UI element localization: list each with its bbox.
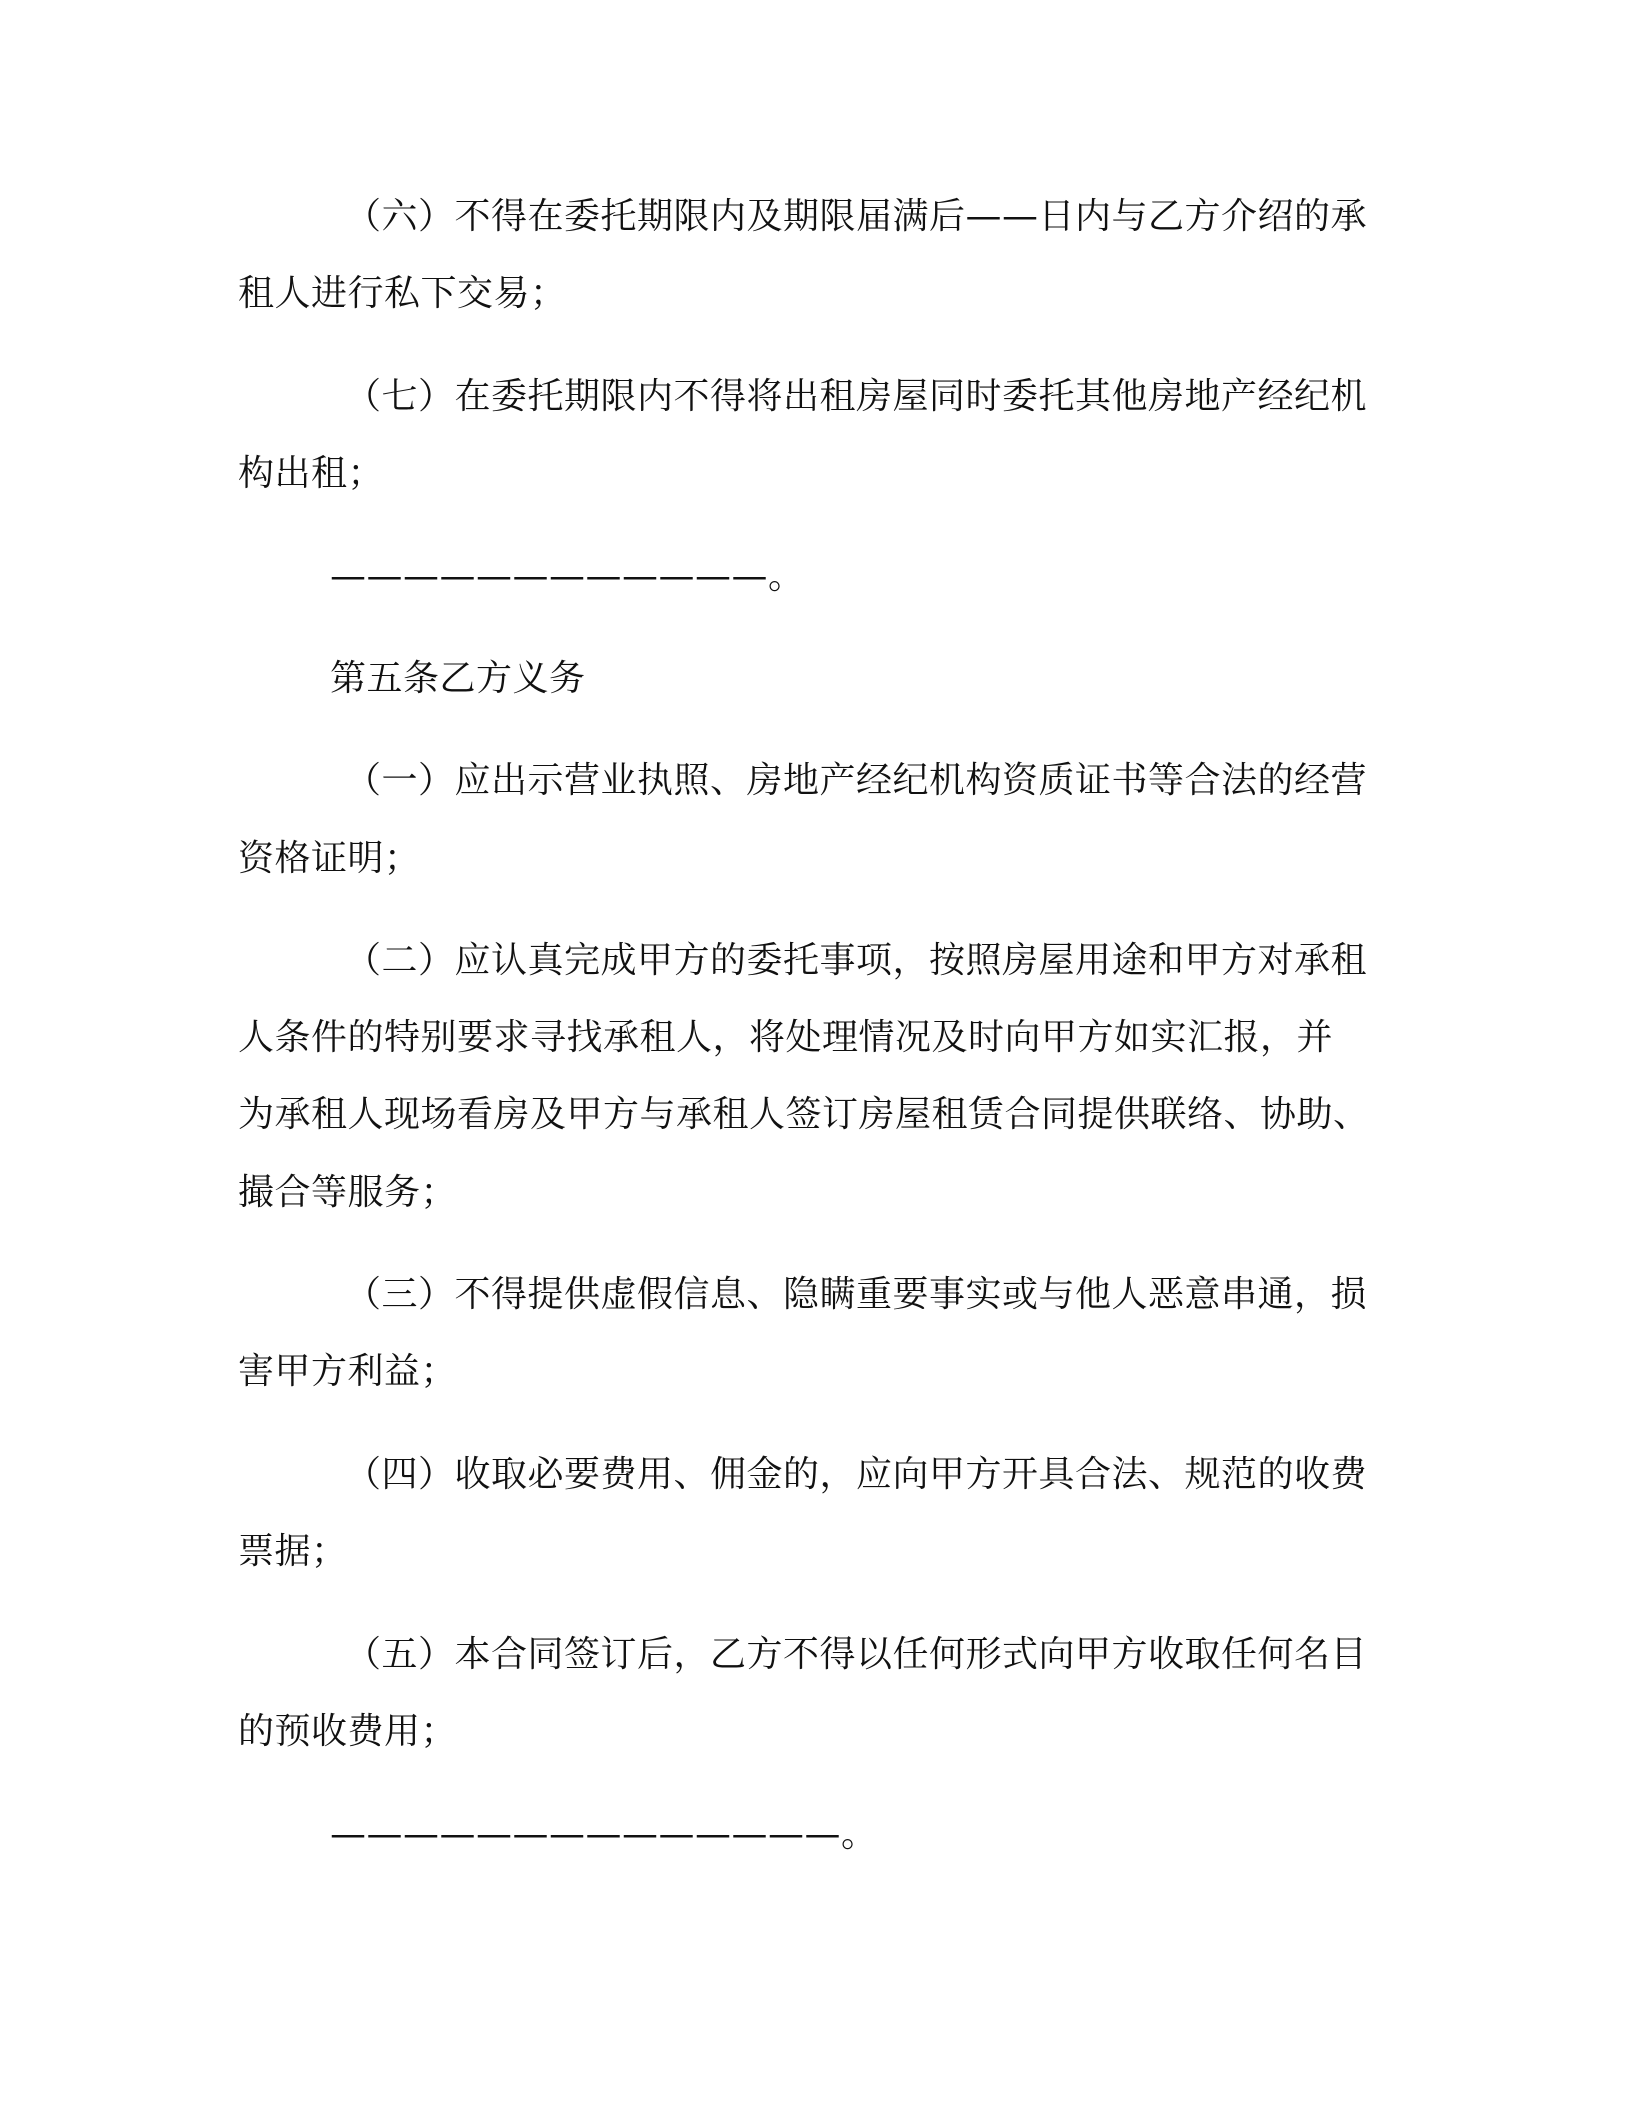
duty-5-line-1: （五）本合同签订后，乙方不得以任何形式向甲方收取任何名目 — [345, 1634, 1368, 1675]
blank-fill-line-2: ——————————————。 — [330, 1814, 878, 1855]
duty-4-line-1: （四）收取必要费用、佣金的，应向甲方开具合法、规范的收费 — [345, 1454, 1368, 1495]
duty-1-line-2: 资格证明； — [238, 838, 421, 879]
duty-2-line-4: 撮合等服务； — [238, 1172, 458, 1213]
clause-6-line-1: （六）不得在委托期限内及期限届满后——日内与乙方介绍的承 — [345, 196, 1368, 237]
clause-7-line-2: 构出租； — [238, 453, 385, 494]
duty-3-line-2: 害甲方利益； — [238, 1351, 458, 1392]
duty-5-line-2: 的预收费用； — [238, 1711, 458, 1752]
blank-fill-line-1: ————————————。 — [330, 556, 805, 597]
duty-2-line-3: 为承租人现场看房及甲方与承租人签订房屋租赁合同提供联络、协助、 — [238, 1094, 1370, 1135]
duty-2-line-2: 人条件的特别要求寻找承租人，将处理情况及时向甲方如实汇报，并 — [238, 1017, 1334, 1058]
clause-6-line-2: 租人进行私下交易； — [238, 273, 567, 314]
duty-2-line-1: （二）应认真完成甲方的委托事项，按照房屋用途和甲方对承租 — [345, 940, 1368, 981]
duty-3-line-1: （三）不得提供虚假信息、隐瞒重要事实或与他人恶意串通，损 — [345, 1274, 1368, 1315]
section-heading: 第五条乙方义务 — [330, 658, 586, 699]
duty-1-line-1: （一）应出示营业执照、房地产经纪机构资质证书等合法的经营 — [345, 760, 1368, 801]
duty-4-line-2: 票据； — [238, 1531, 348, 1572]
clause-7-line-1: （七）在委托期限内不得将出租房屋同时委托其他房地产经纪机 — [345, 376, 1368, 417]
